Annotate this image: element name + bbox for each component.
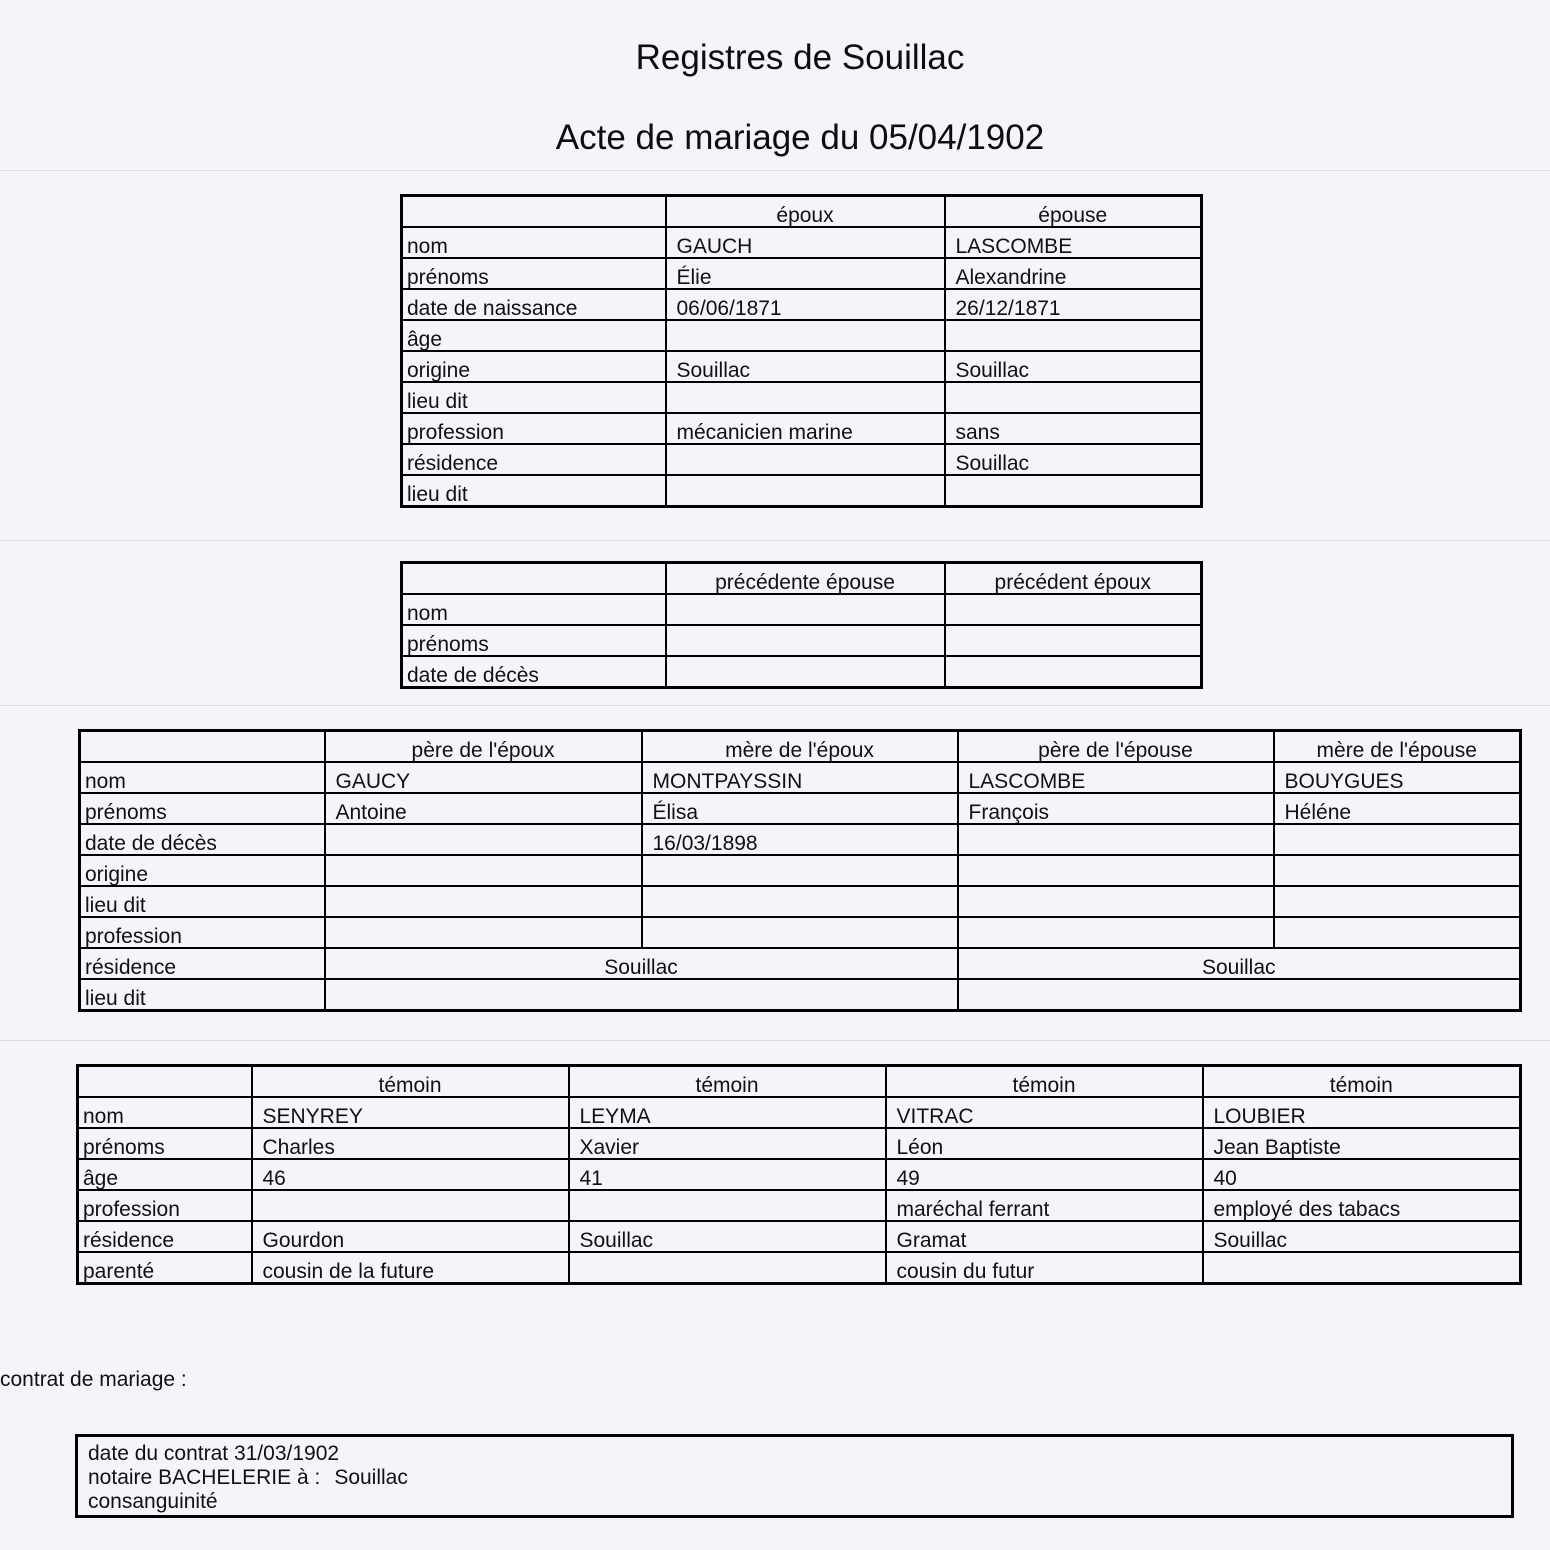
cell-value — [325, 855, 642, 886]
row-label: date de décès — [80, 824, 325, 855]
cell-value: Héléne — [1274, 793, 1521, 824]
row-label: profession — [78, 1190, 252, 1221]
row-label: prénoms — [402, 625, 666, 656]
row-label: nom — [78, 1097, 252, 1128]
cell-value: 26/12/1871 — [945, 289, 1202, 320]
cell-value — [958, 886, 1274, 917]
table-row — [402, 351, 1202, 382]
cell-value: LASCOMBE — [945, 227, 1202, 258]
table-row — [80, 948, 1521, 979]
contrat-notaire-line — [88, 1466, 1501, 1490]
corner-cell — [80, 731, 325, 763]
table-row — [80, 886, 1521, 917]
table-row — [402, 594, 1202, 625]
table-row — [402, 258, 1202, 289]
row-label: profession — [80, 917, 325, 948]
row-label: âge — [402, 320, 666, 351]
contrat-consanguinite-line — [88, 1490, 1501, 1514]
table-row — [402, 413, 1202, 444]
parents-table — [78, 729, 1522, 1012]
cell-value: Gourdon — [252, 1221, 569, 1252]
table-row — [80, 917, 1521, 948]
cell-value: 16/03/1898 — [642, 824, 958, 855]
contrat-date-label: date du contrat — [88, 1442, 229, 1465]
cell-value: LOUBIER — [1203, 1097, 1521, 1128]
cell-value-merged: Souillac — [958, 948, 1521, 979]
cell-value — [325, 917, 642, 948]
cell-value: GAUCY — [325, 762, 642, 793]
paper-fold-line — [0, 1040, 1550, 1041]
previous-spouses-table-body — [402, 563, 1202, 688]
cell-value — [958, 917, 1274, 948]
column-header: précédente épouse — [666, 563, 945, 595]
header-row — [402, 563, 1202, 595]
table-row — [78, 1190, 1521, 1221]
table-row — [78, 1221, 1521, 1252]
cell-value: Souillac — [945, 444, 1202, 475]
row-label: prénoms — [80, 793, 325, 824]
cell-value — [1274, 917, 1521, 948]
cell-value: Élisa — [642, 793, 958, 824]
cell-value — [945, 475, 1202, 507]
cell-value — [1274, 855, 1521, 886]
cell-value: Souillac — [569, 1221, 886, 1252]
cell-value — [666, 475, 945, 507]
column-header: précédent époux — [945, 563, 1202, 595]
contrat-consanguinite-label: consanguinité — [88, 1490, 218, 1513]
column-header: témoin — [252, 1066, 569, 1098]
row-label: nom — [80, 762, 325, 793]
cell-value — [1274, 824, 1521, 855]
cell-value — [945, 656, 1202, 688]
cell-value: Jean Baptiste — [1203, 1128, 1521, 1159]
cell-value: Xavier — [569, 1128, 886, 1159]
cell-value: maréchal ferrant — [886, 1190, 1203, 1221]
cell-value: MONTPAYSSIN — [642, 762, 958, 793]
cell-value: 06/06/1871 — [666, 289, 945, 320]
cell-value — [1274, 886, 1521, 917]
cell-value: 46 — [252, 1159, 569, 1190]
cell-value: Gramat — [886, 1221, 1203, 1252]
cell-value: GAUCH — [666, 227, 945, 258]
column-header: mère de l'époux — [642, 731, 958, 763]
header-row — [80, 731, 1521, 763]
cell-value — [642, 855, 958, 886]
column-header: épouse — [945, 196, 1202, 228]
cell-value — [569, 1252, 886, 1284]
corner-cell — [402, 563, 666, 595]
page-subtitle: Acte de mariage du 05/04/1902 — [555, 118, 1045, 157]
cell-value — [945, 320, 1202, 351]
row-label: lieu dit — [402, 382, 666, 413]
row-label: date de naissance — [402, 289, 666, 320]
table-row — [78, 1097, 1521, 1128]
row-label: résidence — [78, 1221, 252, 1252]
contrat-date-line — [88, 1442, 1501, 1466]
row-label: origine — [80, 855, 325, 886]
row-label: nom — [402, 227, 666, 258]
cell-value — [1203, 1252, 1521, 1284]
cell-value: Souillac — [945, 351, 1202, 382]
cell-value: VITRAC — [886, 1097, 1203, 1128]
contrat-label: contrat de mariage : — [0, 1368, 187, 1391]
cell-value: SENYREY — [252, 1097, 569, 1128]
column-header: époux — [666, 196, 945, 228]
cell-value: cousin du futur — [886, 1252, 1203, 1284]
column-header: témoin — [886, 1066, 1203, 1098]
cell-value — [642, 886, 958, 917]
header-row — [78, 1066, 1521, 1098]
row-label: origine — [402, 351, 666, 382]
cell-value — [666, 320, 945, 351]
cell-value — [642, 917, 958, 948]
row-label: parenté — [78, 1252, 252, 1284]
row-label: âge — [78, 1159, 252, 1190]
witnesses-table — [76, 1064, 1522, 1285]
previous-spouses-table — [400, 561, 1203, 689]
table-row — [80, 793, 1521, 824]
cell-value: Élie — [666, 258, 945, 289]
cell-value — [945, 382, 1202, 413]
table-row — [402, 475, 1202, 507]
row-label: résidence — [402, 444, 666, 475]
corner-cell — [78, 1066, 252, 1098]
row-label: lieu dit — [80, 886, 325, 917]
contrat-notaire-label: notaire — [88, 1466, 153, 1489]
paper-fold-line — [0, 170, 1550, 171]
cell-value: Antoine — [325, 793, 642, 824]
table-row — [402, 227, 1202, 258]
cell-value — [945, 594, 1202, 625]
table-row — [80, 762, 1521, 793]
corner-cell — [402, 196, 666, 228]
table-row — [402, 289, 1202, 320]
row-label: prénoms — [78, 1128, 252, 1159]
table-row — [78, 1128, 1521, 1159]
cell-value: Charles — [252, 1128, 569, 1159]
cell-value: 49 — [886, 1159, 1203, 1190]
cell-value — [666, 594, 945, 625]
column-header: père de l'épouse — [958, 731, 1274, 763]
cell-value: Léon — [886, 1128, 1203, 1159]
table-row — [402, 444, 1202, 475]
cell-value: François — [958, 793, 1274, 824]
witnesses-table-body — [78, 1066, 1521, 1284]
cell-value-merged — [325, 979, 958, 1011]
cell-value: sans — [945, 413, 1202, 444]
cell-value — [569, 1190, 886, 1221]
contrat-notaire-value: BACHELERIE — [158, 1466, 292, 1489]
table-row — [80, 824, 1521, 855]
parents-table-body — [80, 731, 1521, 1011]
contrat-date-value: 31/03/1902 — [233, 1442, 340, 1465]
cell-value — [325, 886, 642, 917]
row-label: lieu dit — [80, 979, 325, 1011]
cell-value — [252, 1190, 569, 1221]
spouses-table-body — [402, 196, 1202, 507]
table-row — [402, 382, 1202, 413]
table-row — [80, 855, 1521, 886]
column-header: père de l'époux — [325, 731, 642, 763]
cell-value: mécanicien marine — [666, 413, 945, 444]
cell-value — [666, 656, 945, 688]
header-row — [402, 196, 1202, 228]
page-title: Registres de Souillac — [635, 38, 965, 77]
table-row — [80, 979, 1521, 1011]
table-row — [402, 625, 1202, 656]
column-header: témoin — [569, 1066, 886, 1098]
row-label: résidence — [80, 948, 325, 979]
row-label: lieu dit — [402, 475, 666, 507]
contrat-box — [75, 1434, 1514, 1518]
contrat-lieu-value: Souillac — [334, 1466, 408, 1489]
cell-value — [958, 855, 1274, 886]
table-row — [402, 656, 1202, 688]
cell-value: Souillac — [666, 351, 945, 382]
cell-value — [666, 444, 945, 475]
row-label: prénoms — [402, 258, 666, 289]
cell-value — [945, 625, 1202, 656]
table-row — [78, 1159, 1521, 1190]
cell-value-merged — [958, 979, 1521, 1011]
table-row — [402, 320, 1202, 351]
cell-value: 40 — [1203, 1159, 1521, 1190]
paper-fold-line — [0, 705, 1550, 706]
cell-value-merged: Souillac — [325, 948, 958, 979]
cell-value: BOUYGUES — [1274, 762, 1521, 793]
row-label: date de décès — [402, 656, 666, 688]
cell-value: LEYMA — [569, 1097, 886, 1128]
cell-value — [958, 824, 1274, 855]
spouses-table — [400, 194, 1203, 508]
column-header: mère de l'épouse — [1274, 731, 1521, 763]
cell-value: employé des tabacs — [1203, 1190, 1521, 1221]
contrat-lieu-label: à : — [296, 1466, 321, 1489]
cell-value — [325, 824, 642, 855]
cell-value: Souillac — [1203, 1221, 1521, 1252]
table-row — [78, 1252, 1521, 1284]
cell-value — [666, 382, 945, 413]
paper-fold-line — [0, 540, 1550, 541]
cell-value: 41 — [569, 1159, 886, 1190]
row-label: profession — [402, 413, 666, 444]
cell-value: Alexandrine — [945, 258, 1202, 289]
cell-value — [666, 625, 945, 656]
column-header: témoin — [1203, 1066, 1521, 1098]
row-label: nom — [402, 594, 666, 625]
cell-value: cousin de la future — [252, 1252, 569, 1284]
cell-value: LASCOMBE — [958, 762, 1274, 793]
